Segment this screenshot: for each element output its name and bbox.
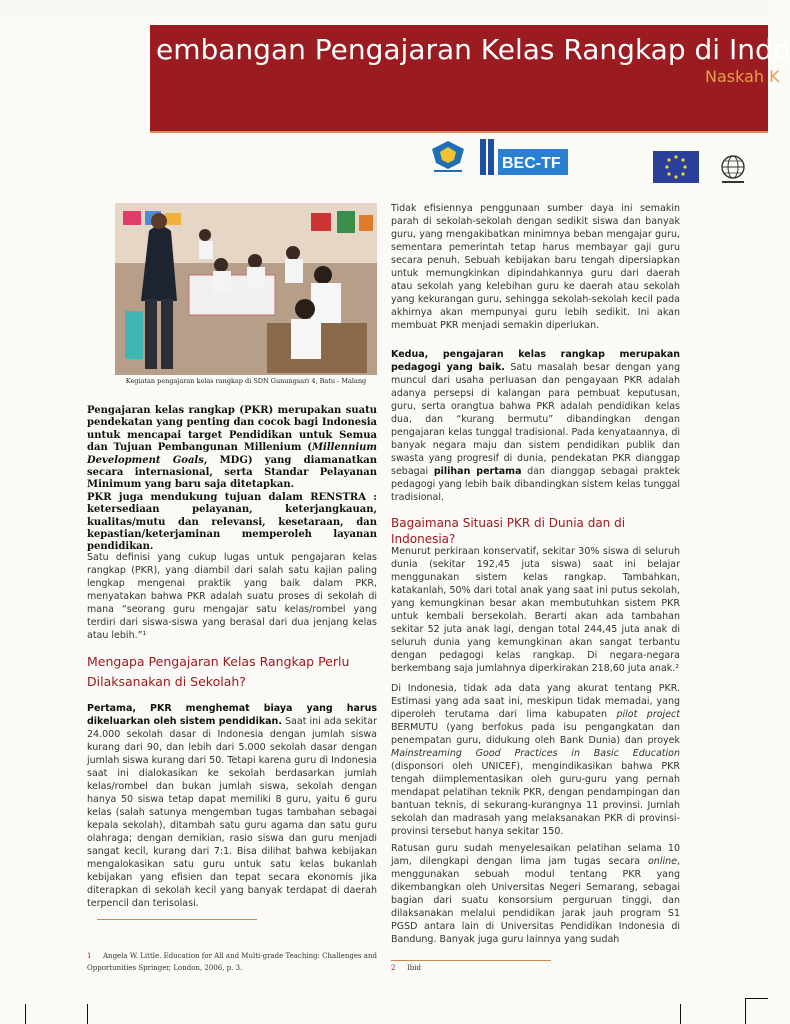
footnote-divider-left [97, 919, 257, 920]
crop-mark-right-inner [680, 1004, 681, 1024]
intro-summary [87, 405, 377, 554]
crop-mark-left-inner [87, 1004, 88, 1024]
crop-mark-right-h [745, 998, 768, 999]
classroom-photo-illustration [115, 203, 377, 375]
document-subtitle: Naskah K [705, 67, 780, 86]
intro-paragraph-2: PKR juga mendukung tujuan dalam RENSTRA : ketersediaan pelayanan, keterjangkauan, kualitas/mutu dan relevansi, kesetaraan, dan kepastian/keterjaminan memperoleh layanan pendidikan. [87, 491, 377, 553]
training-text-a: Ratusan guru sudah menyelesaikan pelatihan selama 10 jam, dilengkapi dengan lima jam tugas secara [391, 843, 680, 867]
footnote-2-number: 2 [391, 964, 396, 972]
first-reason-lead: Pertama, PKR menghemat biaya yang harus dikeluarkan oleh sistem pendidikan. [87, 703, 377, 727]
world-estimate-text: Menurut perkiraan konservatif, sekitar 30% siswa di seluruh dunia (sekitar 192,45 juta siswa) saat ini belajar menggunakan sistem kelas rangkap. Tambahkan, katakanlah, 50% dari total anak yang saat ini putus sekolah, yang kemungkinan besar akan membutuhkan sistem PKR untuk kembali bersekolah. Berarti akan ada tambahan sekitar 52 juta anak lagi, dengan total 244,45 juta anak di seluruh dunia yang kemungkinan akan sangat terbantu dengan pedagogi kelas rangkap. Di negara-negara berkembang saja jumlahnya diperkirakan 218,60 juta anak.² [391, 546, 680, 674]
first-reason-paragraph [87, 702, 377, 910]
definition-text: Satu definisi yang cukup lugas untuk pengajaran kelas rangkap (PKR), yang diambil dari salah satu kajian paling lengkap mengenai praktik yang baik dalam PKR, menyatakan bahwa PKR adalah suatu proses di sekolah di mana “seorang guru mengajar satu kelas/rombel yang terdiri dari siswa-siswa yang berasal dari dua jenjang kelas atau lebih.”¹ [87, 552, 377, 641]
photo-caption: Kegiatan pengajaran kelas rangkap di SDN Gunungsari 4, Batu - Malang [125, 377, 367, 385]
page-top-margin [0, 0, 768, 22]
indonesia-text-b: BERMUTU (yang berfokus pada isu pengangkatan dan penempatan guru, didukung oleh Bank Dunia) dan proyek [391, 722, 680, 746]
training-text-italic: online [647, 856, 677, 867]
inefficiency-paragraph [391, 202, 680, 332]
inefficiency-text: Tidak efisiennya penggunaan sumber daya ini semakin parah di sekolah-sekolah dengan sedikit siswa dan banyak guru, yang mengakibatkan minimnya beban mengajar guru, sementara pemerintah tetap harus membayar gaji guru secara penuh. Sebuah kebijakan baru tengah dipersiapkan untuk memungkinkan dipindahkannya guru dari daerah atau sekolah yang kelebihan guru ke daerah atau sekolah yang kekurangan guru, sehingga sekolah-sekolah kecil pada akhirnya akan mempunyai guru lebih sedikit. Ini akan membuat PKR menjadi semakin diperlukan. [391, 203, 680, 331]
eu-flag-icon [653, 151, 699, 183]
intro-text-b: , MDG) yang diamanatkan secara internasional, serta Standar Pelayanan Minimum yang baru saja ditetapkan. [87, 454, 377, 491]
section-heading-situation: Bagaimana Situasi PKR di Dunia dan di Indonesia? [391, 516, 626, 546]
crop-mark-right-v [745, 998, 746, 1024]
section-heading-why: Mengapa Pengajaran Kelas Rangkap Perlu Dilaksanakan di Sekolah? [87, 654, 350, 689]
world-estimate-paragraph [391, 545, 680, 675]
footnote-1 [87, 950, 377, 974]
footnote-1-text: Angela W. Little. Education for All and Multi-grade Teaching: Challenges and Opportunities Springer, London, 2006, p. 3. [87, 952, 377, 972]
intro-paragraph-1 [87, 405, 377, 492]
second-reason-paragraph [391, 348, 680, 504]
classroom-photo [115, 203, 377, 375]
training-text-b: , menggunakan sebuah modul tentang PKR yang dikembangkan oleh Universitas Negeri Semarang, sebagai bagian dari suatu konsorsium perguruan tinggi, dan dilaksanakan melalui pendidikan jarak jauh program S1 PGSD antara lain di Universitas Pendidikan Indonesia di Bandung. Banyak juga guru lainnya yang sudah [391, 856, 680, 945]
indonesia-text-italic-1: pilot project [616, 709, 680, 720]
first-reason-body: Saat ini ada sekitar 24.000 sekolah dasar di Indonesia dengan jumlah siswa kurang dari 90, dan lebih dari 5.000 sekolah dasar dengan jumlah siswa kurang dari 50. Tetapi karena guru di Indonesia saat ini dialokasikan ke sekolah berdasarkan jumlah kelas/rombel dan bukan jumlah siswa, sekolah dengan hanya 50 siswa tetap dapat memiliki 8 guru, yaitu 6 guru kelas (salah satunya mengemban tugas tambahan sebagai kepala sekolah), ditambah satu guru agama dan satu guru olahraga; dengan demikian, rasio siswa dan guru menjadi sangat kecil, kurang dari 7:1. Bisa dilihat bahwa kebijakan mengalokasikan satu guru untuk satu kelas bukanlah kebijakan yang efisien dan tepat secara ekonomis jika diterapkan di sekolah kecil yang banyak terdapat di daerah terpencil dan terisolasi. [87, 716, 378, 909]
bec-tf-logo-icon [480, 135, 580, 183]
indonesia-paragraph [391, 682, 680, 838]
indonesia-text-a: Di Indonesia, tidak ada data yang akurat tentang PKR. Estimasi yang ada saat ini, meskipun tidak memadai, yang diperoleh terutama dari lima kabupaten [391, 683, 680, 720]
footnote-2-text: Ibid [407, 964, 421, 972]
footnote-divider-right [391, 960, 551, 961]
footnote-1-number: 1 [87, 952, 92, 960]
intro-text-italic: Millennium Development Goals [87, 442, 377, 466]
crop-mark-left [25, 1004, 26, 1024]
sponsor-logo-strip [150, 133, 768, 191]
header-banner [150, 25, 790, 133]
definition-paragraph [87, 551, 377, 642]
teacher-training-paragraph [391, 842, 680, 946]
indonesia-text-c: (disponsori oleh UNICEF), mengindikasikan bahwa PKR tengah diimplementasikan oleh guru-guru yang pernah mendapat pelatihan teknik PKR, dengan pendampingan dan bantuan teknis, di sekurang-kurangnya 11 provinsi. Jumlah sekolah dan madrasah yang melaksanakan PKR di provinsi-provinsi tersebut hanya sekitar 150. [391, 761, 680, 837]
second-reason-body-a: Satu masalah besar dengan yang muncul dari usaha perluasan dan pengayaan PKR adalah adanya persepsi di kalangan para pembuat keputusan, guru, serta orangtua bahwa PKR adalah pendidikan kelas dua, dan “kurang bermutu” dibandingkan dengan pengajaran kelas tunggal tradisional. Pada kenyataannya, di banyak negara maju dan sistem pendidikan publik dan swasta yang progresif di dunia, pendekatan PKR dianggap sebagai [391, 362, 681, 477]
second-reason-body-b: dan dianggap sebagai praktek pedagogi yang lebih baik dibandingkan sistem kelas tunggal tradisional. [391, 466, 680, 503]
footnote-2 [391, 962, 591, 974]
indonesia-text-italic-2: Mainstreaming Good Practices in Basic Education [391, 748, 680, 759]
second-reason-lead: Kedua, pengajaran kelas rangkap merupakan pedagogi yang baik. [391, 349, 680, 373]
world-bank-globe-icon [718, 153, 748, 185]
second-reason-emphasis: pilihan pertama [433, 466, 522, 477]
document-title: embangan Pengajaran Kelas Rangkap di Indo [156, 33, 790, 66]
ministry-logo-icon [428, 139, 468, 175]
intro-text-a: Pengajaran kelas rangkap (PKR) merupakan suatu pendekatan yang penting dan cocok bagi Indonesia untuk mencapai target Pendidikan untuk Semua dan Tujuan Pembangunan Millenium ( [87, 405, 377, 454]
bec-tf-logo-text: BEC-TF [502, 155, 561, 172]
